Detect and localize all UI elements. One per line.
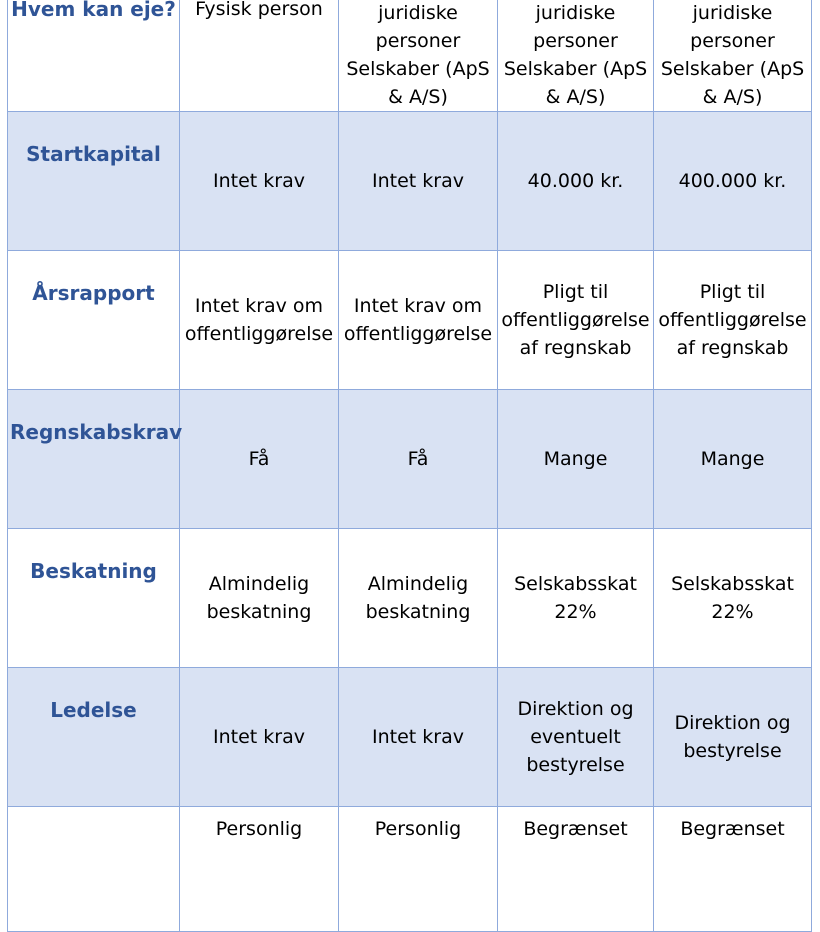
cell-text: Få <box>248 448 270 470</box>
table-cell <box>654 112 812 251</box>
table-cell <box>339 529 498 668</box>
table-cell <box>180 529 339 668</box>
table-cell <box>180 390 339 529</box>
table-cell <box>654 529 812 668</box>
table-cell <box>339 112 498 251</box>
row-header-label: Beskatning <box>30 559 157 583</box>
cell-text: 40.000 kr. <box>527 170 624 192</box>
cell-text: juridiske personer Selskaber (ApS & A/S) <box>346 2 490 108</box>
cell-text: Intet krav om offentliggørelse <box>343 295 493 345</box>
row-header-haeftelse <box>8 807 180 932</box>
cell-text: Direktion og bestyrelse <box>674 712 791 762</box>
comparison-table-container <box>7 0 811 932</box>
table-row-haeftelse <box>8 807 812 932</box>
table-cell <box>654 390 812 529</box>
table-row-owners <box>8 0 812 112</box>
row-header-regnskabskrav <box>8 390 183 529</box>
cell-text: Mange <box>543 448 608 470</box>
table-row-aarsrapport <box>8 251 812 390</box>
table-cell <box>180 807 339 932</box>
table-cell <box>498 668 654 807</box>
company-type-comparison-table <box>7 0 812 932</box>
table-cell <box>180 251 339 390</box>
cell-text: 400.000 kr. <box>678 170 787 192</box>
cell-text: Almindelig beskatning <box>206 573 312 623</box>
cell-text: Pligt til offentliggørelse af regnskab <box>658 281 807 359</box>
table-row-startkapital <box>8 112 812 251</box>
table-cell <box>180 0 339 112</box>
row-header-owners <box>8 0 180 112</box>
cell-text: Intet krav <box>372 170 464 192</box>
table-cell <box>654 668 812 807</box>
cell-text: Selskabsskat 22% <box>671 573 794 623</box>
table-cell <box>339 807 498 932</box>
row-header-label: Regnskabskrav <box>10 420 183 444</box>
table-cell <box>498 251 654 390</box>
table-cell <box>654 251 812 390</box>
cell-text: Begrænset <box>680 818 785 840</box>
cell-text: Begrænset <box>523 818 628 840</box>
row-header-startkapital <box>8 112 180 251</box>
cell-text: Få <box>407 448 429 470</box>
table-cell <box>339 251 498 390</box>
cell-text: Fysisk person <box>195 0 323 20</box>
cell-text: Almindelig beskatning <box>365 573 471 623</box>
row-header-label: Årsrapport <box>32 281 155 305</box>
table-cell <box>498 112 654 251</box>
row-header-label: Ledelse <box>50 698 137 722</box>
table-row-ledelse <box>8 668 812 807</box>
table-cell <box>498 390 654 529</box>
table-cell <box>180 112 339 251</box>
cell-text: Personlig <box>374 818 462 840</box>
table-cell <box>180 668 339 807</box>
row-header-beskatning <box>8 529 180 668</box>
table-cell <box>654 0 812 112</box>
table-cell <box>339 668 498 807</box>
cell-text: Intet krav <box>213 726 305 748</box>
cell-text: Intet krav <box>213 170 305 192</box>
table-cell <box>654 807 812 932</box>
table-row-regnskabskrav <box>8 390 812 529</box>
cell-text: juridiske personer Selskaber (ApS & A/S) <box>660 2 805 108</box>
row-header-label: Hvem kan eje? <box>11 0 176 21</box>
row-header-label: Startkapital <box>26 142 161 166</box>
cell-text: Personlig <box>215 818 303 840</box>
row-header-aarsrapport <box>8 251 180 390</box>
cell-text: Intet krav <box>372 726 464 748</box>
table-cell <box>498 0 654 112</box>
table-cell <box>498 807 654 932</box>
cell-text: Mange <box>700 448 765 470</box>
cell-text: juridiske personer Selskaber (ApS & A/S) <box>503 2 648 108</box>
cell-text: Pligt til offentliggørelse af regnskab <box>501 281 650 359</box>
table-cell <box>339 0 498 112</box>
row-header-ledelse <box>8 668 180 807</box>
cell-text: Direktion og eventuelt bestyrelse <box>517 698 634 776</box>
table-row-beskatning <box>8 529 812 668</box>
cell-text: Selskabsskat 22% <box>514 573 637 623</box>
table-cell <box>339 390 498 529</box>
table-cell <box>498 529 654 668</box>
cell-text: Intet krav om offentliggørelse <box>184 295 334 345</box>
